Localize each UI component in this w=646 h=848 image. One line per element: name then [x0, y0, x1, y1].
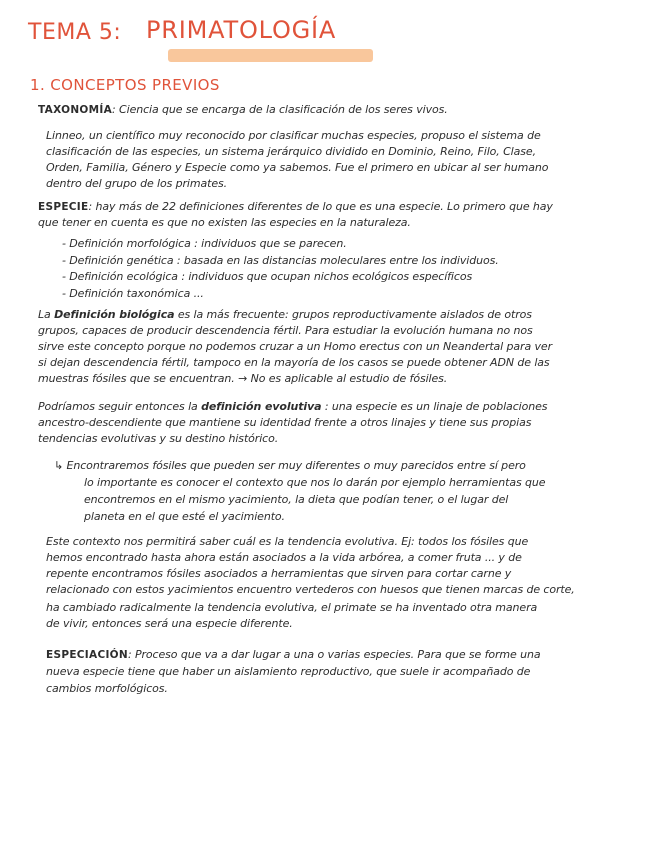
especiacion-term: ESPECIACIÓN	[46, 649, 128, 661]
biologica-pre: La	[38, 308, 55, 321]
title-prefix: TEMA 5:	[28, 20, 122, 45]
evolutiva-pre: Podríamos seguir entonces la	[38, 400, 202, 413]
text-line: dentro del grupo de los primates.	[46, 177, 228, 190]
bullet-item: - Definición ecológica : individuos que ocupan nichos ecológicos específicos	[62, 270, 473, 283]
page-title	[28, 16, 358, 56]
text-line: encontremos en el mismo yacimiento, la dieta que podían tener, o el lugar del	[84, 493, 509, 506]
bullet-item: - Definición taxonómica ...	[62, 287, 204, 300]
text-line: nueva especie tiene que haber un aislamiento reproductivo, que suele ir acompañado de	[46, 665, 531, 678]
text-line: Este contexto nos permitirá saber cuál es la tendencia evolutiva. Ej: todos los fósiles que	[46, 535, 529, 548]
bullet-item: - Definición morfológica : individuos que se parecen.	[62, 237, 347, 250]
text-line: planeta en el que esté el yacimiento.	[84, 510, 285, 523]
text-line: tendencias evolutivas y su destino histórico.	[38, 432, 279, 445]
evolutiva-term: definición evolutiva	[201, 400, 322, 413]
text-line: si dejan descendencia fértil, tampoco en la mayoría de los casos se puede obtener ADN de las	[38, 356, 550, 369]
especie-line	[38, 200, 553, 213]
text-line: ancestro-descendiente que mantiene su identidad frente a otros linajes y tiene sus propias	[38, 416, 532, 429]
taxonomia-line	[38, 103, 448, 116]
especiacion-definition: : Proceso que va a dar lugar a una o varias especies. Para que se forme una	[127, 648, 541, 661]
especie-definition: : hay más de 22 definiciones diferentes de lo que es una especie. Lo primero que hay	[88, 200, 553, 213]
text-line: Orden, Familia, Género y Especie como ya sabemos. Fue el primero en ubicar al ser humano	[46, 161, 549, 174]
text-line: ha cambiado radicalmente la tendencia evolutiva, el primate se ha inventado otra manera	[46, 601, 538, 614]
biologica-post: es la más frecuente: grupos reproductivamente aislados de otros	[174, 308, 532, 321]
section-heading: 1. CONCEPTOS PREVIOS	[30, 76, 220, 94]
taxonomia-term: TAXONOMÍA	[38, 104, 113, 116]
text-line: repente encontramos fósiles asociados a herramientas que sirven para cortar carne y	[46, 567, 512, 580]
especiacion-line	[46, 648, 540, 661]
text-line: Linneo, un científico muy reconocido por clasificar muchas especies, propuso el sistema de	[46, 129, 541, 142]
especie-term: ESPECIE	[38, 201, 89, 213]
text-line: sirve este concepto porque no podemos cruzar a un Homo erectus con un Neandertal para ver	[38, 340, 553, 353]
taxonomia-definition: : Ciencia que se encarga de la clasificación de los seres vivos.	[112, 103, 448, 116]
title-highlight	[168, 49, 373, 62]
text-line: relacionado con estos yacimientos encuentro vertederos con huesos que tienen marcas de corte,	[46, 583, 575, 596]
text-line: grupos, capaces de producir descendencia fértil. Para estudiar la evolución humana no nos	[38, 324, 533, 337]
biologica-term: Definición biológica	[54, 308, 175, 321]
text-line: cambios morfológicos.	[46, 682, 168, 695]
text-line: clasificación de las especies, un sistema jerárquico dividido en Dominio, Reino, Filo, Clase,	[46, 145, 536, 158]
title-main: PRIMATOLOGÍA	[146, 16, 337, 44]
evolutiva-post: : una especie es un linaje de poblaciones	[321, 400, 548, 413]
text-line: que tener en cuenta es que no existen las especies en la naturaleza.	[38, 216, 411, 229]
text-line: muestras fósiles que se encuentran. → No es aplicable al estudio de fósiles.	[38, 372, 448, 385]
text-line: lo importante es conocer el contexto que nos lo darán por ejemplo herramientas que	[84, 476, 546, 489]
bullet-item: - Definición genética : basada en las distancias moleculares entre los individuos.	[62, 254, 499, 267]
biologica-line	[38, 308, 532, 321]
text-line: de vivir, entonces será una especie diferente.	[46, 617, 293, 630]
evolutiva-line	[38, 400, 547, 413]
text-line: hemos encontrado hasta ahora están asociados a la vida arbórea, a comer fruta ... y de	[46, 551, 522, 564]
arrow-note: ↳ Encontraremos fósiles que pueden ser muy diferentes o muy parecidos entre sí pero	[54, 459, 526, 472]
